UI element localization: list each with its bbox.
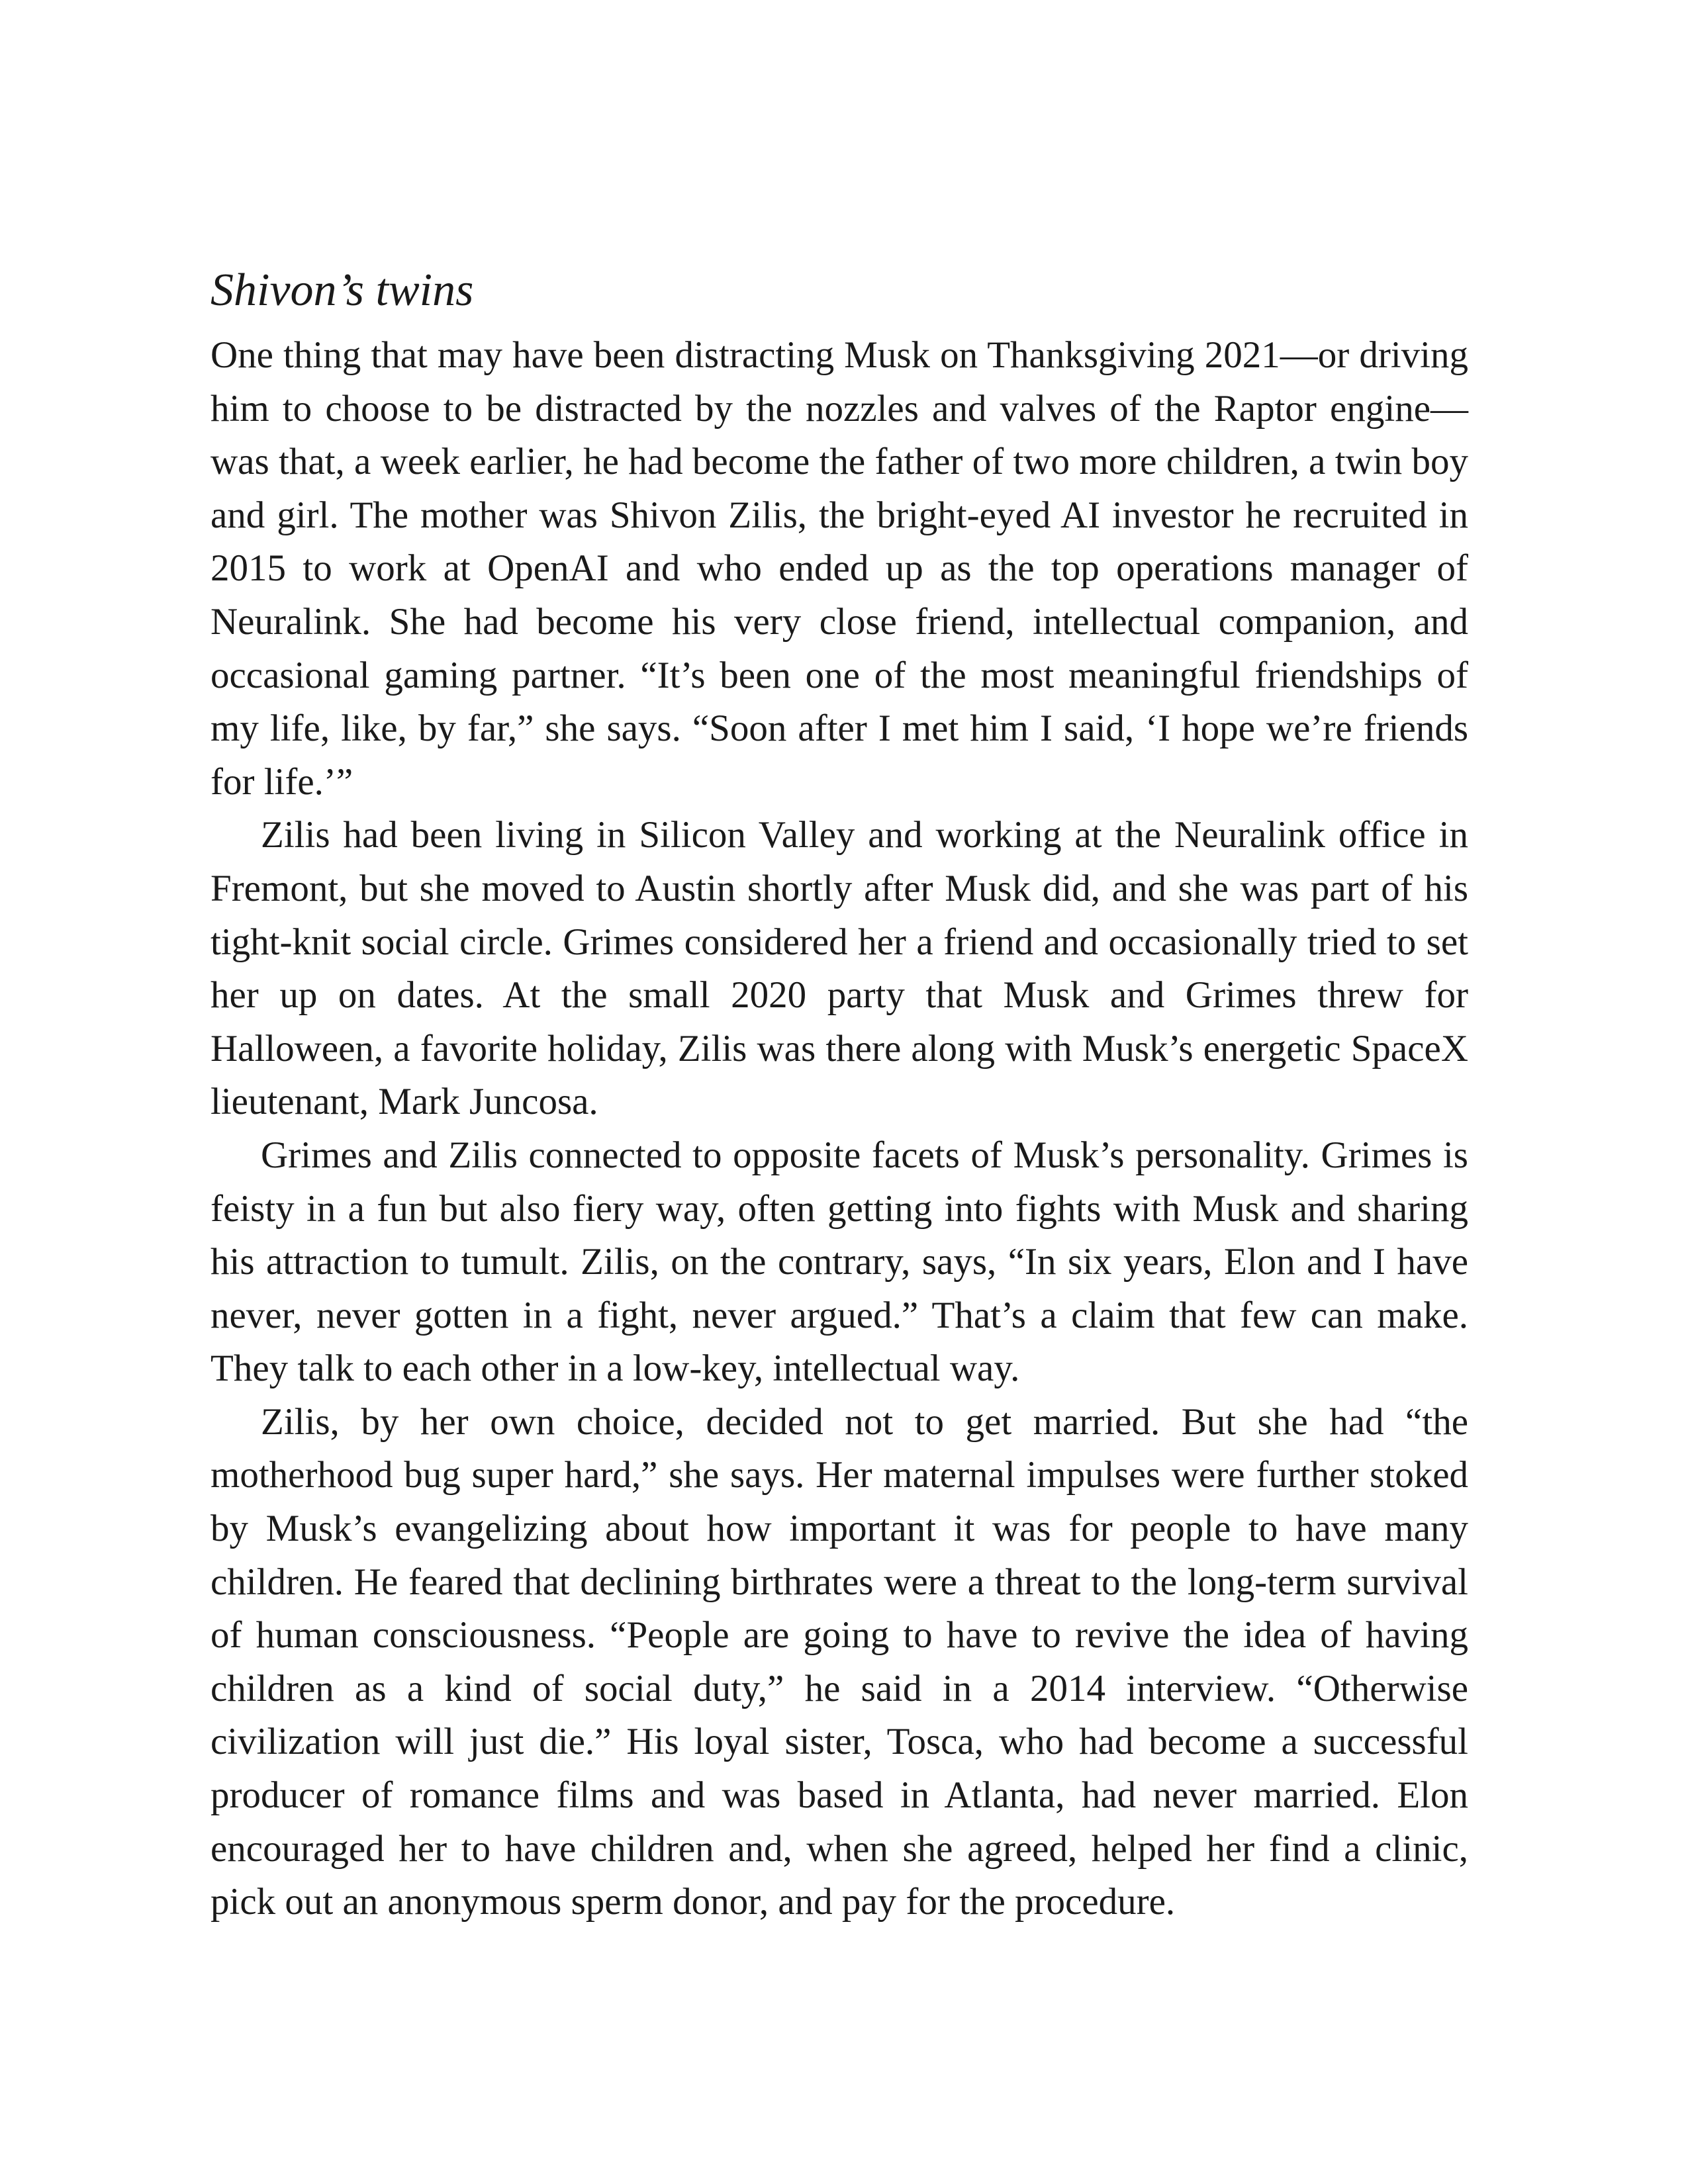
paragraph-1: One thing that may have been distracting Musk on Thanksgiving 2021—or driving him to choose to be distracted by the nozzles and valves of the Raptor engine—was that, a week earlier, he had become the father of two more children, a twin boy and girl. The mother was Shivon Zilis, the bright-eyed AI investor he recruited in 2015 to work at OpenAI and who ended up as the top operations manager of Neuralink. She had become his very close friend, intellectual companion, and occasional gaming partner. “It’s been one of the most meaningful friendships of my life, like, by far,” she says. “Soon after I met him I said, ‘I hope we’re friends for life.’” <box>211 334 1468 803</box>
book-page <box>211 261 1468 1929</box>
paragraph-2: Zilis had been living in Silicon Valley and working at the Neuralink office in Fremont, but she moved to Austin shortly after Musk did, and she was part of his tight-knit social circle. Grimes considered her a friend and occasionally tried to set her up on dates. At the small 2020 party that Musk and Grimes threw for Halloween, a favorite holiday, Zilis was there along with Musk’s energetic SpaceX lieutenant, Mark Juncosa. <box>211 814 1468 1123</box>
section-title: Shivon’s twins <box>211 265 474 316</box>
paragraph-4: Zilis, by her own choice, decided not to get married. But she had “the motherhood bug super hard,” she says. Her maternal impulses were further stoked by Musk’s evangelizing about how important it was for people to have many children. He feared that declining birthrates were a threat to the long-term survival of human consciousness. “People are going to have to revive the idea of having children as a kind of social duty,” he said in a 2014 interview. “Otherwise civilization will just die.” His loyal sister, Tosca, who had become a successful producer of romance films and was based in Atlanta, had never married. Elon encouraged her to have children and, when she agreed, helped her find a clinic, pick out an anonymous sperm donor, and pay for the procedure. <box>211 1400 1468 1923</box>
paragraph-3: Grimes and Zilis connected to opposite facets of Musk’s personality. Grimes is feisty in a fun but also fiery way, often getting into fights with Musk and sharing his attraction to tumult. Zilis, on the contrary, says, “In six years, Elon and I have never, never gotten in a fight, never argued.” That’s a claim that few can make. They talk to each other in a low-key, intellectual way. <box>211 1134 1468 1390</box>
